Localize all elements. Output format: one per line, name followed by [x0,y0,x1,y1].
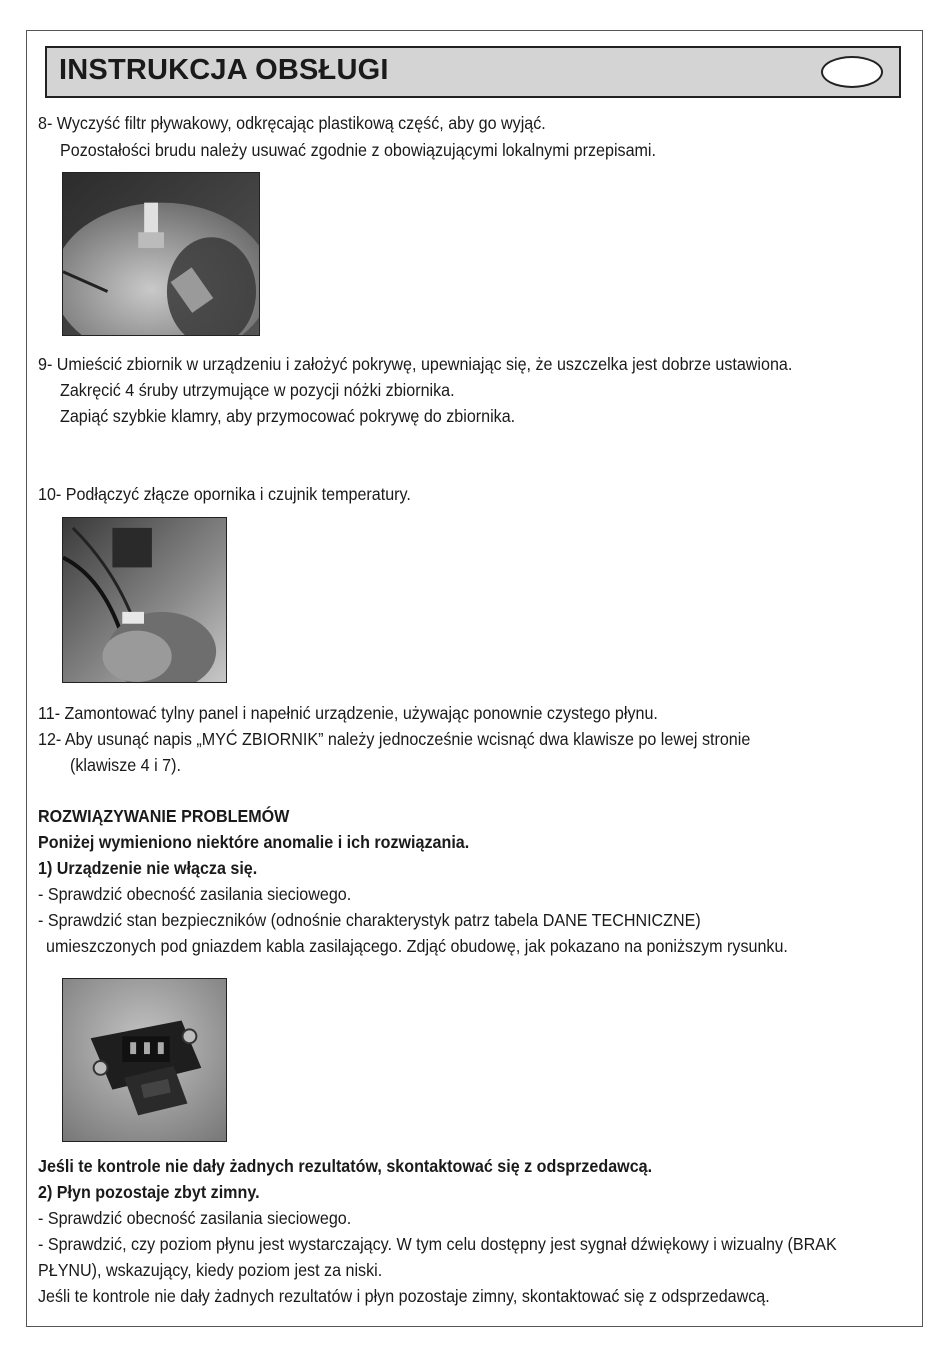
problem-2-check-1: - Sprawdzić obecność zasilania sieciowego. [38,1208,352,1228]
problem-1-title: 1) Urządzenie nie włącza się. [38,858,258,878]
step-10: 10- Podłączyć złącze opornika i czujnik temperatury. [38,484,411,504]
photo-float-filter [62,172,260,336]
photo-fuse-holder [62,978,227,1142]
problem-1-check-2-line-2: umieszczonych pod gniazdem kabla zasilającego. Zdjąć obudowę, jak pokazano na poniższym rysunku. [46,936,788,956]
step-11: 11- Zamontować tylny panel i napełnić urządzenie, używając ponownie czystego płynu. [38,703,658,723]
page-header [45,46,901,98]
problem-2-title: 2) Płyn pozostaje zbyt zimny. [38,1182,260,1202]
problem-2-check-2-line-2: PŁYNU), wskazujący, kiedy poziom jest za niski. [38,1260,383,1280]
problem-2-check-2-line-1: - Sprawdzić, czy poziom płynu jest wystarczający. W tym celu dostępny jest sygnał dźwiękowy i wizualny (BRAK [38,1234,837,1254]
troubleshooting-heading: ROZWIĄZYWANIE PROBLEMÓW [38,806,290,826]
step-8-line-1: 8- Wyczyść filtr pływakowy, odkręcając plastikową część, aby go wyjąć. [38,113,546,133]
problem-1-check-1: - Sprawdzić obecność zasilania sieciowego. [38,884,352,904]
photo-connector [62,517,227,683]
step-8-line-2: Pozostałości brudu należy usuwać zgodnie z obowiązującymi lokalnymi przepisami. [60,140,656,160]
problem-2-contact: Jeśli te kontrole nie dały żadnych rezultatów i płyn pozostaje zimny, skontaktować się z odsprzedawcą. [38,1286,770,1306]
page-title: INSTRUKCJA OBSŁUGI [59,54,389,86]
step-12-line-1: 12- Aby usunąć napis „MYĆ ZBIORNIK” należy jednocześnie wcisnąć dwa klawisze po lewej stronie [38,729,751,749]
problem-1-contact: Jeśli te kontrole nie dały żadnych rezultatów, skontaktować się z odsprzedawcą. [38,1156,653,1176]
troubleshooting-intro: Poniżej wymieniono niektóre anomalie i ich rozwiązania. [38,832,470,852]
step-9-line-2: Zakręcić 4 śruby utrzymujące w pozycji nóżki zbiornika. [60,380,455,400]
step-12-line-2: (klawisze 4 i 7). [70,755,181,775]
step-9-line-1: 9- Umieścić zbiornik w urządzeniu i założyć pokrywę, upewniając się, że uszczelka jest dobrze ustawiona. [38,354,793,374]
problem-1-check-2-line-1: - Sprawdzić stan bezpieczników (odnośnie charakterystyk patrz tabela DANE TECHNICZNE) [38,910,701,930]
step-9-line-3: Zapiąć szybkie klamry, aby przymocować pokrywę do zbiornika. [60,406,516,426]
header-oval-icon [821,56,883,88]
